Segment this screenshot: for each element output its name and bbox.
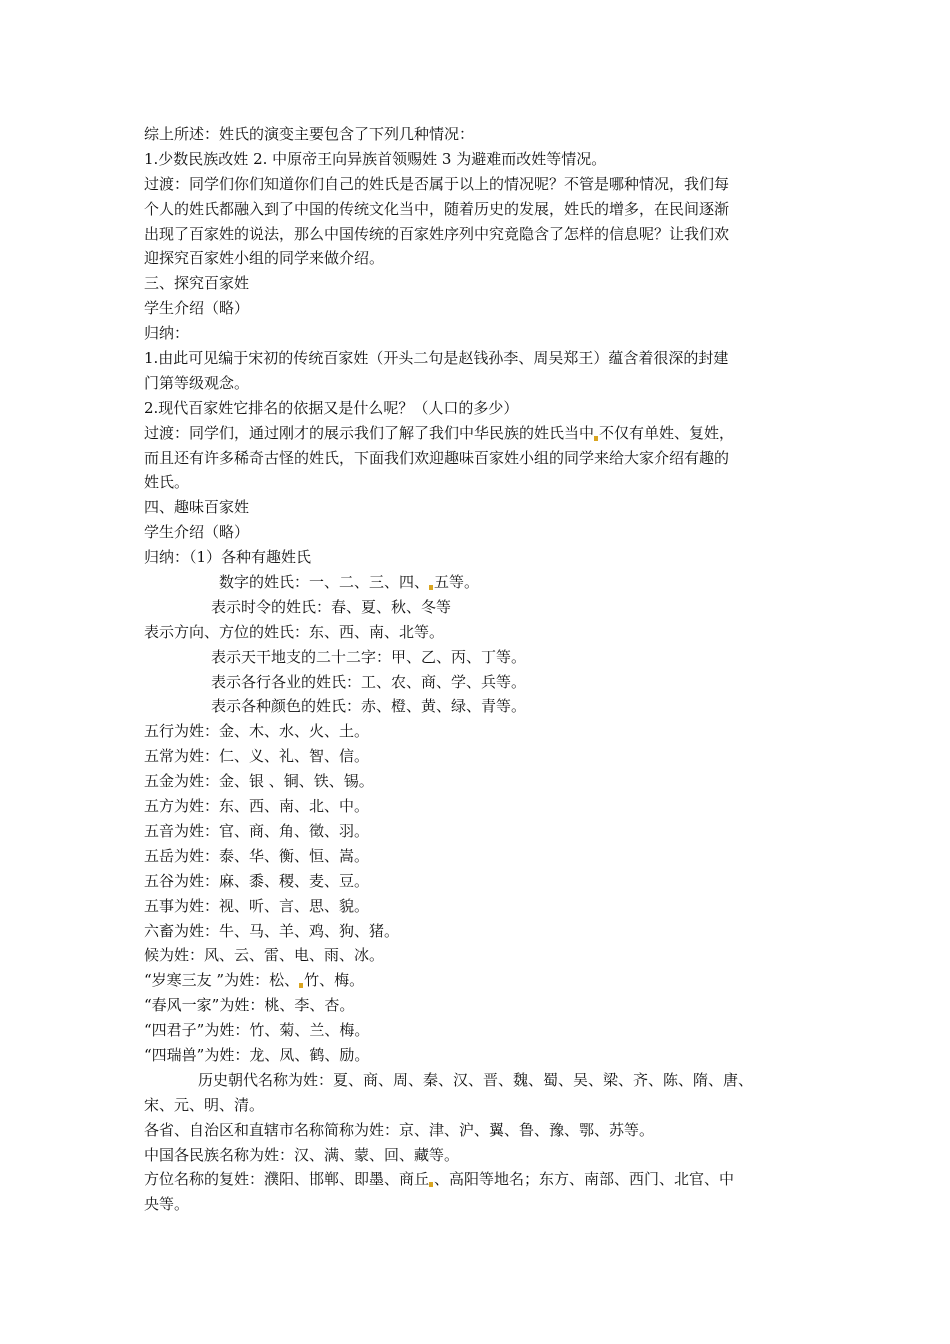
line-text: “岁寒三友 ”为姓：松、 xyxy=(144,971,300,990)
paragraph-line: 学生介绍（略） xyxy=(144,299,250,318)
paragraph-line: 表示各种颜色的姓氏：赤、橙、黄、绿、青等。 xyxy=(211,697,527,716)
paragraph-line: 门第等级观念。 xyxy=(144,373,250,392)
paragraph-line: 归纳： xyxy=(144,324,190,343)
paragraph-line: 宋、元、明、清。 xyxy=(144,1095,265,1114)
line-text: 高阳等地名；东方、南部、西门、北官、中 xyxy=(449,1170,735,1189)
paragraph-line: 六畜为姓：牛、马、羊、鸡、狗、猪。 xyxy=(144,921,400,940)
highlight-mark xyxy=(429,585,433,590)
line-text: 竹、梅。 xyxy=(304,971,365,990)
highlight-mark xyxy=(429,1182,433,1187)
paragraph-line: 五岳为姓：泰、华、衡、恒、嵩。 xyxy=(144,846,370,865)
paragraph-line: 中国各民族名称为姓：汉、满、蒙、回、藏等。 xyxy=(144,1145,460,1164)
paragraph-line: 2.现代百家姓它排名的依据又是什么呢？（人口的多少） xyxy=(144,398,519,417)
paragraph-line xyxy=(144,421,812,446)
paragraph-line: 姓氏。 xyxy=(144,473,190,492)
paragraph-line: 表示天干地支的二十二字：甲、乙、丙、丁等。 xyxy=(211,647,527,666)
paragraph-line: 五常为姓：仁、义、礼、智、信。 xyxy=(144,747,370,766)
paragraph-line: 1.由此可见编于宋初的传统百家姓（开头二句是赵钱孙李、周吴郑王）蕴含着很深的封建 xyxy=(144,349,729,368)
paragraph-line: 而且还有许多稀奇古怪的姓氏，下面我们欢迎趣味百家姓小组的同学来给大家介绍有趣的 xyxy=(144,448,730,467)
line-text: 过渡：同学们，通过刚才的展示我们了解了我们中华民族的姓氏当中 xyxy=(144,423,595,442)
paragraph-line xyxy=(144,1167,812,1192)
paragraph-line: 迎探究百家姓小组的同学来做介绍。 xyxy=(144,249,385,268)
paragraph-line: 五方为姓：东、西、南、北、中。 xyxy=(144,797,370,816)
paragraph-line: “四君子”为姓：竹、菊、兰、梅。 xyxy=(144,1021,370,1040)
paragraph-line: 五音为姓：官、商、角、徵、羽。 xyxy=(144,821,370,840)
paragraph-line: 个人的姓氏都融入到了中国的传统文化当中，随着历史的发展，姓氏的增多，在民间逐渐 xyxy=(144,199,730,218)
paragraph-line: “四瑞兽”为姓：龙、凤、鹤、励。 xyxy=(144,1045,370,1064)
line-text: 、 xyxy=(434,1170,450,1189)
highlight-mark xyxy=(594,436,598,441)
paragraph-line: 出现了百家姓的说法，那么中国传统的百家姓序列中究竟隐含了怎样的信息呢？让我们欢 xyxy=(144,224,730,243)
paragraph-line: 表示各行各业的姓氏：工、农、商、学、兵等。 xyxy=(211,672,527,691)
paragraph-line: 五金为姓：金、银 、铜、铁、锡。 xyxy=(144,772,374,791)
document-body xyxy=(144,122,812,1217)
paragraph-line: 五谷为姓：麻、黍、稷、麦、豆。 xyxy=(144,871,370,890)
line-text: 五等。 xyxy=(434,573,480,592)
paragraph-line: 央等。 xyxy=(144,1195,190,1214)
paragraph-line: 表示方向、方位的姓氏：东、西、南、北等。 xyxy=(144,622,445,641)
paragraph-line: 综上所述：姓氏的演变主要包含了下列几种情况： xyxy=(144,125,475,143)
paragraph-line: 各省、自治区和直辖市名称简称为姓：京、津、沪、翼、鲁、豫、鄂、苏等。 xyxy=(144,1120,655,1139)
paragraph-line xyxy=(144,570,812,595)
section-heading: 四、趣味百家姓 xyxy=(144,498,250,517)
paragraph-line xyxy=(144,968,812,993)
paragraph-line: 过渡：同学们你们知道你们自己的姓氏是否属于以上的情况呢？不管是哪种情况，我们每 xyxy=(144,174,730,193)
paragraph-line: 历史朝代名称为姓：夏、商、周、秦、汉、晋、魏、蜀、吴、梁、齐、陈、隋、唐、 xyxy=(198,1070,754,1089)
paragraph-line: 归纳：（1）各种有趣姓氏 xyxy=(144,548,312,567)
paragraph-line: 五事为姓：视、听、言、思、貌。 xyxy=(144,896,370,915)
paragraph-line: 1.少数民族改姓 2. 中原帝王向异族首领赐姓 3 为避难而改姓等情况。 xyxy=(144,149,607,168)
paragraph-line: 五行为姓：金、木、水、火、土。 xyxy=(144,722,370,741)
highlight-mark xyxy=(299,983,303,988)
paragraph-line: “春风一家”为姓：桃、李、杏。 xyxy=(144,996,355,1015)
paragraph-line: 表示时令的姓氏：春、夏、秋、冬等 xyxy=(211,597,452,616)
section-heading: 三、探究百家姓 xyxy=(144,274,250,293)
paragraph-line: 学生介绍（略） xyxy=(144,523,250,542)
line-text: 数字的姓氏：一、二、三、四、 xyxy=(219,573,430,592)
paragraph-line: 候为姓：风、云、雷、电、雨、冰。 xyxy=(144,946,385,965)
line-text: 不仅有单姓、复姓， xyxy=(599,423,735,442)
line-text: 方位名称的复姓：濮阳、邯郸、即墨、商丘 xyxy=(144,1170,430,1189)
